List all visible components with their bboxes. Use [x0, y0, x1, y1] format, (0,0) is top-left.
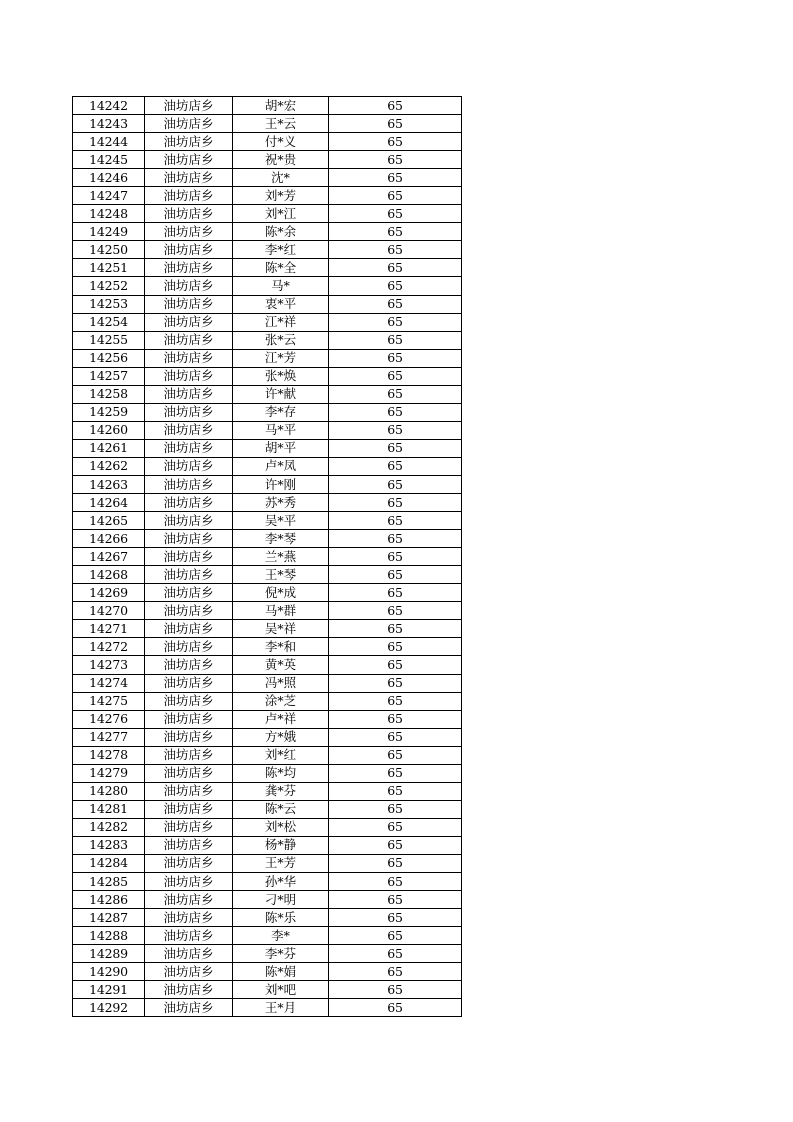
- cell-township: 油坊店乡: [145, 223, 233, 241]
- cell-amount: 65: [329, 818, 462, 836]
- cell-amount: 65: [329, 981, 462, 999]
- cell-id: 14248: [73, 205, 145, 223]
- cell-township: 油坊店乡: [145, 963, 233, 981]
- cell-name: 刘*红: [233, 746, 329, 764]
- cell-name: 李*芬: [233, 945, 329, 963]
- cell-name: 卢*凤: [233, 457, 329, 475]
- cell-amount: 65: [329, 241, 462, 259]
- cell-id: 14281: [73, 800, 145, 818]
- cell-name: 江*祥: [233, 313, 329, 331]
- table-row: [73, 439, 462, 457]
- table-row: [73, 241, 462, 259]
- cell-township: 油坊店乡: [145, 530, 233, 548]
- cell-township: 油坊店乡: [145, 891, 233, 909]
- cell-name: 兰*燕: [233, 548, 329, 566]
- table-row: [73, 187, 462, 205]
- cell-township: 油坊店乡: [145, 439, 233, 457]
- cell-amount: 65: [329, 205, 462, 223]
- cell-id: 14269: [73, 584, 145, 602]
- cell-id: 14266: [73, 530, 145, 548]
- table-row: [73, 945, 462, 963]
- cell-name: 衷*平: [233, 295, 329, 313]
- cell-name: 付*义: [233, 133, 329, 151]
- table-row: [73, 854, 462, 872]
- cell-amount: 65: [329, 187, 462, 205]
- cell-township: 油坊店乡: [145, 295, 233, 313]
- cell-township: 油坊店乡: [145, 602, 233, 620]
- cell-township: 油坊店乡: [145, 457, 233, 475]
- cell-id: 14270: [73, 602, 145, 620]
- cell-id: 14254: [73, 313, 145, 331]
- cell-id: 14287: [73, 909, 145, 927]
- cell-id: 14264: [73, 494, 145, 512]
- table-row: [73, 710, 462, 728]
- cell-name: 刘*芳: [233, 187, 329, 205]
- cell-amount: 65: [329, 313, 462, 331]
- cell-amount: 65: [329, 530, 462, 548]
- cell-township: 油坊店乡: [145, 205, 233, 223]
- cell-amount: 65: [329, 602, 462, 620]
- cell-amount: 65: [329, 963, 462, 981]
- cell-amount: 65: [329, 512, 462, 530]
- cell-name: 倪*成: [233, 584, 329, 602]
- cell-township: 油坊店乡: [145, 475, 233, 493]
- table-row: [73, 349, 462, 367]
- cell-name: 李*: [233, 927, 329, 945]
- cell-amount: 65: [329, 115, 462, 133]
- cell-name: 江*芳: [233, 349, 329, 367]
- table-row: [73, 367, 462, 385]
- table-row: [73, 421, 462, 439]
- cell-name: 王*月: [233, 999, 329, 1017]
- cell-name: 胡*宏: [233, 97, 329, 115]
- cell-id: 14252: [73, 277, 145, 295]
- cell-id: 14259: [73, 403, 145, 421]
- cell-id: 14282: [73, 818, 145, 836]
- cell-id: 14291: [73, 981, 145, 999]
- cell-township: 油坊店乡: [145, 800, 233, 818]
- cell-id: 14251: [73, 259, 145, 277]
- cell-township: 油坊店乡: [145, 241, 233, 259]
- cell-id: 14289: [73, 945, 145, 963]
- cell-township: 油坊店乡: [145, 512, 233, 530]
- cell-id: 14260: [73, 421, 145, 439]
- cell-name: 许*献: [233, 385, 329, 403]
- table-row: [73, 620, 462, 638]
- cell-name: 李*和: [233, 638, 329, 656]
- cell-name: 马*群: [233, 602, 329, 620]
- cell-amount: 65: [329, 331, 462, 349]
- cell-amount: 65: [329, 764, 462, 782]
- cell-township: 油坊店乡: [145, 620, 233, 638]
- cell-township: 油坊店乡: [145, 548, 233, 566]
- cell-township: 油坊店乡: [145, 836, 233, 854]
- cell-amount: 65: [329, 620, 462, 638]
- cell-amount: 65: [329, 277, 462, 295]
- cell-township: 油坊店乡: [145, 710, 233, 728]
- cell-amount: 65: [329, 349, 462, 367]
- table-row: [73, 259, 462, 277]
- table-row: [73, 475, 462, 493]
- table-body: [73, 97, 462, 1017]
- cell-id: 14285: [73, 873, 145, 891]
- cell-name: 陈*全: [233, 259, 329, 277]
- cell-amount: 65: [329, 133, 462, 151]
- cell-amount: 65: [329, 584, 462, 602]
- table-row: [73, 584, 462, 602]
- table-row: [73, 133, 462, 151]
- cell-amount: 65: [329, 873, 462, 891]
- cell-id: 14253: [73, 295, 145, 313]
- cell-id: 14257: [73, 367, 145, 385]
- cell-amount: 65: [329, 909, 462, 927]
- cell-township: 油坊店乡: [145, 981, 233, 999]
- cell-name: 王*琴: [233, 566, 329, 584]
- cell-amount: 65: [329, 927, 462, 945]
- cell-id: 14283: [73, 836, 145, 854]
- cell-name: 祝*贵: [233, 151, 329, 169]
- cell-id: 14277: [73, 728, 145, 746]
- cell-amount: 65: [329, 800, 462, 818]
- cell-township: 油坊店乡: [145, 945, 233, 963]
- table-row: [73, 638, 462, 656]
- cell-id: 14242: [73, 97, 145, 115]
- table-row: [73, 728, 462, 746]
- table-row: [73, 457, 462, 475]
- cell-amount: 65: [329, 674, 462, 692]
- cell-township: 油坊店乡: [145, 259, 233, 277]
- cell-id: 14274: [73, 674, 145, 692]
- cell-amount: 65: [329, 746, 462, 764]
- cell-name: 孙*华: [233, 873, 329, 891]
- table-row: [73, 548, 462, 566]
- cell-name: 马*: [233, 277, 329, 295]
- table-row: [73, 512, 462, 530]
- table-row: [73, 764, 462, 782]
- cell-name: 马*平: [233, 421, 329, 439]
- table-row: [73, 223, 462, 241]
- cell-id: 14246: [73, 169, 145, 187]
- table-row: [73, 530, 462, 548]
- cell-township: 油坊店乡: [145, 764, 233, 782]
- table-row: [73, 674, 462, 692]
- cell-id: 14292: [73, 999, 145, 1017]
- cell-amount: 65: [329, 566, 462, 584]
- cell-id: 14279: [73, 764, 145, 782]
- table-row: [73, 999, 462, 1017]
- cell-name: 刘*江: [233, 205, 329, 223]
- cell-id: 14271: [73, 620, 145, 638]
- cell-amount: 65: [329, 439, 462, 457]
- table-row: [73, 656, 462, 674]
- cell-township: 油坊店乡: [145, 367, 233, 385]
- cell-name: 黄*英: [233, 656, 329, 674]
- table-row: [73, 909, 462, 927]
- cell-township: 油坊店乡: [145, 566, 233, 584]
- cell-township: 油坊店乡: [145, 349, 233, 367]
- cell-township: 油坊店乡: [145, 115, 233, 133]
- cell-amount: 65: [329, 457, 462, 475]
- cell-township: 油坊店乡: [145, 674, 233, 692]
- table-row: [73, 692, 462, 710]
- cell-township: 油坊店乡: [145, 97, 233, 115]
- cell-amount: 65: [329, 385, 462, 403]
- cell-name: 李*琴: [233, 530, 329, 548]
- cell-township: 油坊店乡: [145, 728, 233, 746]
- cell-amount: 65: [329, 999, 462, 1017]
- data-table: [72, 96, 462, 1017]
- cell-name: 冯*照: [233, 674, 329, 692]
- cell-township: 油坊店乡: [145, 403, 233, 421]
- cell-township: 油坊店乡: [145, 151, 233, 169]
- cell-amount: 65: [329, 945, 462, 963]
- table-row: [73, 818, 462, 836]
- cell-id: 14284: [73, 854, 145, 872]
- table-row: [73, 566, 462, 584]
- cell-id: 14263: [73, 475, 145, 493]
- cell-amount: 65: [329, 169, 462, 187]
- table-row: [73, 205, 462, 223]
- cell-name: 陈*余: [233, 223, 329, 241]
- cell-amount: 65: [329, 656, 462, 674]
- table-row: [73, 963, 462, 981]
- cell-amount: 65: [329, 295, 462, 313]
- cell-township: 油坊店乡: [145, 927, 233, 945]
- cell-township: 油坊店乡: [145, 692, 233, 710]
- cell-name: 刘*松: [233, 818, 329, 836]
- table-row: [73, 115, 462, 133]
- table-row: [73, 313, 462, 331]
- cell-amount: 65: [329, 494, 462, 512]
- cell-township: 油坊店乡: [145, 854, 233, 872]
- cell-name: 陈*均: [233, 764, 329, 782]
- cell-amount: 65: [329, 223, 462, 241]
- table-row: [73, 800, 462, 818]
- cell-name: 涂*芝: [233, 692, 329, 710]
- cell-amount: 65: [329, 836, 462, 854]
- table-row: [73, 927, 462, 945]
- cell-amount: 65: [329, 782, 462, 800]
- cell-name: 李*存: [233, 403, 329, 421]
- cell-amount: 65: [329, 259, 462, 277]
- table-row: [73, 151, 462, 169]
- table-row: [73, 169, 462, 187]
- cell-name: 陈*云: [233, 800, 329, 818]
- cell-name: 张*焕: [233, 367, 329, 385]
- table-row: [73, 746, 462, 764]
- cell-amount: 65: [329, 367, 462, 385]
- cell-amount: 65: [329, 692, 462, 710]
- cell-township: 油坊店乡: [145, 584, 233, 602]
- cell-amount: 65: [329, 710, 462, 728]
- cell-name: 许*刚: [233, 475, 329, 493]
- cell-name: 卢*祥: [233, 710, 329, 728]
- table-row: [73, 277, 462, 295]
- cell-id: 14286: [73, 891, 145, 909]
- table-row: [73, 385, 462, 403]
- cell-id: 14278: [73, 746, 145, 764]
- cell-township: 油坊店乡: [145, 313, 233, 331]
- cell-township: 油坊店乡: [145, 494, 233, 512]
- cell-township: 油坊店乡: [145, 638, 233, 656]
- cell-name: 方*娥: [233, 728, 329, 746]
- cell-amount: 65: [329, 97, 462, 115]
- cell-id: 14280: [73, 782, 145, 800]
- cell-township: 油坊店乡: [145, 746, 233, 764]
- cell-id: 14250: [73, 241, 145, 259]
- cell-id: 14261: [73, 439, 145, 457]
- cell-name: 杨*静: [233, 836, 329, 854]
- table-row: [73, 602, 462, 620]
- cell-id: 14275: [73, 692, 145, 710]
- table-row: [73, 873, 462, 891]
- cell-id: 14247: [73, 187, 145, 205]
- cell-amount: 65: [329, 728, 462, 746]
- cell-township: 油坊店乡: [145, 999, 233, 1017]
- table-row: [73, 836, 462, 854]
- cell-name: 沈*: [233, 169, 329, 187]
- cell-id: 14272: [73, 638, 145, 656]
- cell-amount: 65: [329, 638, 462, 656]
- cell-township: 油坊店乡: [145, 169, 233, 187]
- cell-name: 王*云: [233, 115, 329, 133]
- cell-township: 油坊店乡: [145, 331, 233, 349]
- cell-township: 油坊店乡: [145, 873, 233, 891]
- table-row: [73, 331, 462, 349]
- cell-id: 14244: [73, 133, 145, 151]
- cell-id: 14258: [73, 385, 145, 403]
- cell-id: 14262: [73, 457, 145, 475]
- cell-id: 14288: [73, 927, 145, 945]
- cell-id: 14255: [73, 331, 145, 349]
- cell-name: 王*芳: [233, 854, 329, 872]
- table-row: [73, 97, 462, 115]
- cell-township: 油坊店乡: [145, 421, 233, 439]
- cell-township: 油坊店乡: [145, 782, 233, 800]
- cell-id: 14265: [73, 512, 145, 530]
- cell-name: 胡*平: [233, 439, 329, 457]
- table-row: [73, 403, 462, 421]
- cell-amount: 65: [329, 475, 462, 493]
- cell-id: 14268: [73, 566, 145, 584]
- cell-name: 李*红: [233, 241, 329, 259]
- cell-name: 苏*秀: [233, 494, 329, 512]
- cell-township: 油坊店乡: [145, 909, 233, 927]
- cell-township: 油坊店乡: [145, 133, 233, 151]
- cell-township: 油坊店乡: [145, 187, 233, 205]
- cell-amount: 65: [329, 151, 462, 169]
- cell-name: 吴*平: [233, 512, 329, 530]
- cell-name: 刘*吧: [233, 981, 329, 999]
- cell-id: 14249: [73, 223, 145, 241]
- table-row: [73, 891, 462, 909]
- cell-township: 油坊店乡: [145, 385, 233, 403]
- cell-amount: 65: [329, 548, 462, 566]
- cell-name: 张*云: [233, 331, 329, 349]
- cell-name: 吴*祥: [233, 620, 329, 638]
- cell-name: 陈*乐: [233, 909, 329, 927]
- cell-id: 14256: [73, 349, 145, 367]
- cell-name: 刁*明: [233, 891, 329, 909]
- cell-township: 油坊店乡: [145, 277, 233, 295]
- table-row: [73, 981, 462, 999]
- cell-amount: 65: [329, 403, 462, 421]
- cell-name: 陈*娟: [233, 963, 329, 981]
- cell-id: 14245: [73, 151, 145, 169]
- table-row: [73, 782, 462, 800]
- cell-id: 14267: [73, 548, 145, 566]
- cell-amount: 65: [329, 891, 462, 909]
- cell-township: 油坊店乡: [145, 818, 233, 836]
- cell-amount: 65: [329, 854, 462, 872]
- cell-id: 14273: [73, 656, 145, 674]
- cell-id: 14243: [73, 115, 145, 133]
- cell-id: 14276: [73, 710, 145, 728]
- table-row: [73, 295, 462, 313]
- cell-name: 龚*芬: [233, 782, 329, 800]
- cell-township: 油坊店乡: [145, 656, 233, 674]
- cell-amount: 65: [329, 421, 462, 439]
- table-row: [73, 494, 462, 512]
- cell-id: 14290: [73, 963, 145, 981]
